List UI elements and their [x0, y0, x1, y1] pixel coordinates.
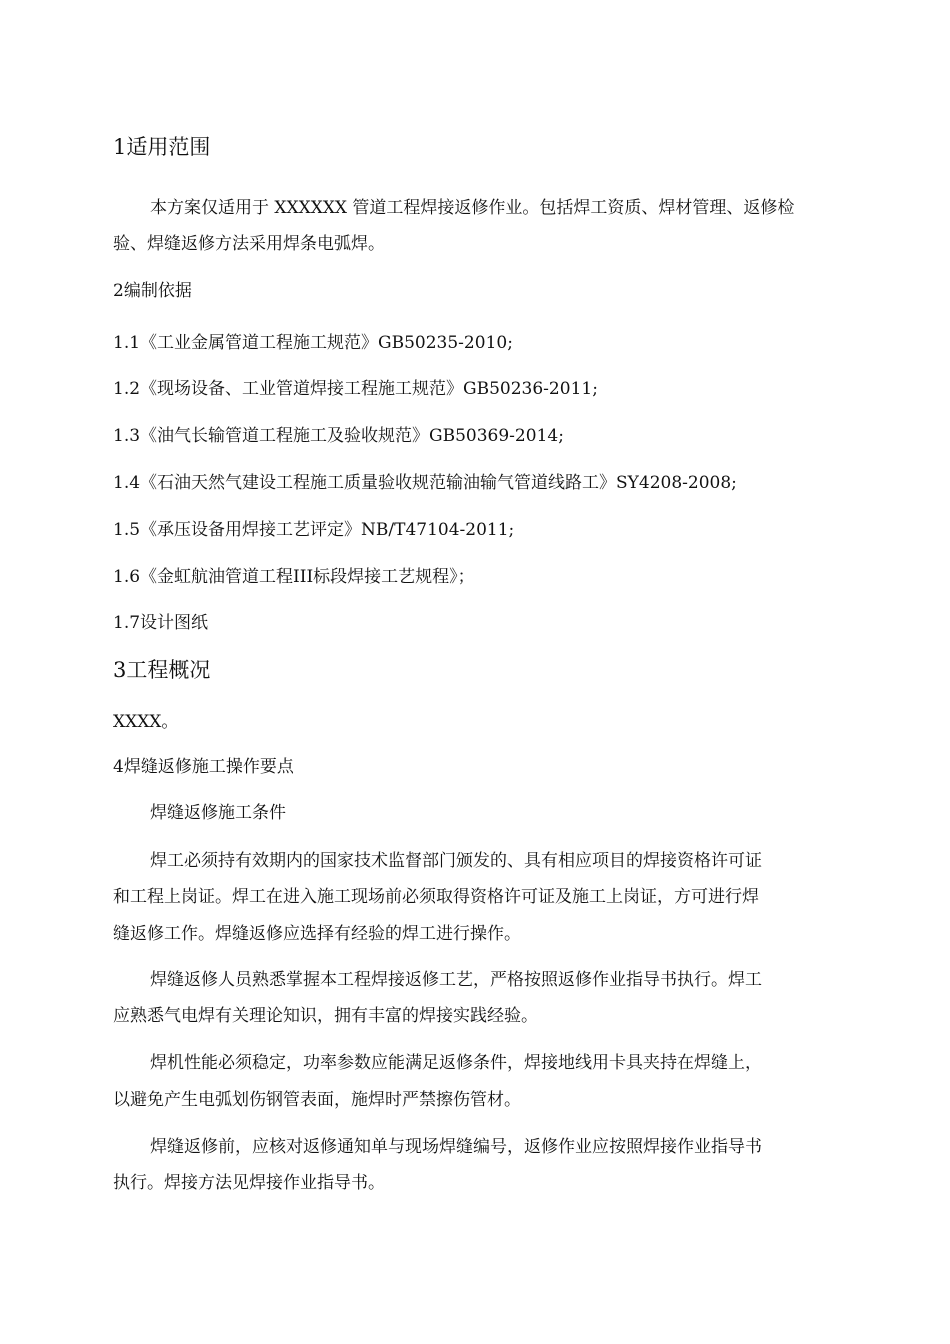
reference-item: 1.5《承压设备用焊接工艺评定》NB/T47104-2011; [113, 520, 515, 540]
reference-item: 1.3《油气长输管道工程施工及验收规范》GB50369-2014; [113, 426, 564, 446]
paragraph-line: 以避免产生电弧划伤钢管表面，施焊时严禁擦伤管材。 [113, 1090, 521, 1110]
section-4-subheading: 焊缝返修施工条件 [150, 803, 286, 823]
paragraph-line: 焊机性能必须稳定，功率参数应能满足返修条件，焊接地线用卡具夹持在焊缝上， [150, 1053, 762, 1073]
reference-item: 1.2《现场设备、工业管道焊接工程施工规范》GB50236-2011; [113, 379, 598, 399]
section-2-heading: 2编制依据 [113, 281, 192, 301]
reference-item: 1.6《金虹航油管道工程III标段焊接工艺规程》； [113, 567, 475, 587]
section-4-heading: 4焊缝返修施工操作要点 [113, 757, 294, 777]
reference-item: 1.4《石油天然气建设工程施工质量验收规范输油输气管道线路工》SY4208-2008; [113, 473, 737, 493]
reference-item: 1.7设计图纸 [113, 613, 209, 633]
reference-item: 1.1《工业金属管道工程施工规范》GB50235-2010; [113, 333, 513, 353]
section-1-paragraph-line: 验、焊缝返修方法采用焊条电弧焊。 [113, 234, 385, 254]
paragraph-line: 执行。焊接方法见焊接作业指导书。 [113, 1173, 385, 1193]
paragraph-line: 和工程上岗证。焊工在进入施工现场前必须取得资格许可证及施工上岗证，方可进行焊 [113, 887, 759, 907]
paragraph-line: 焊工必须持有效期内的国家技术监督部门颁发的、具有相应项目的焊接资格许可证 [150, 851, 762, 871]
section-3-heading: 3工程概况 [113, 658, 211, 682]
paragraph-line: 缝返修工作。焊缝返修应选择有经验的焊工进行操作。 [113, 924, 521, 944]
section-1-paragraph-line: 本方案仅适用于 XXXXXX 管道工程焊接返修作业。包括焊工资质、焊材管理、返修检 [150, 198, 795, 218]
paragraph-line: 焊缝返修前，应核对返修通知单与现场焊缝编号，返修作业应按照焊接作业指导书 [150, 1137, 762, 1157]
paragraph-line: 焊缝返修人员熟悉掌握本工程焊接返修工艺，严格按照返修作业指导书执行。焊工 [150, 970, 762, 990]
section-1-heading: 1适用范围 [113, 135, 211, 159]
paragraph-line: 应熟悉气电焊有关理论知识，拥有丰富的焊接实践经验。 [113, 1006, 538, 1026]
section-3-text: XXXX。 [113, 712, 179, 732]
